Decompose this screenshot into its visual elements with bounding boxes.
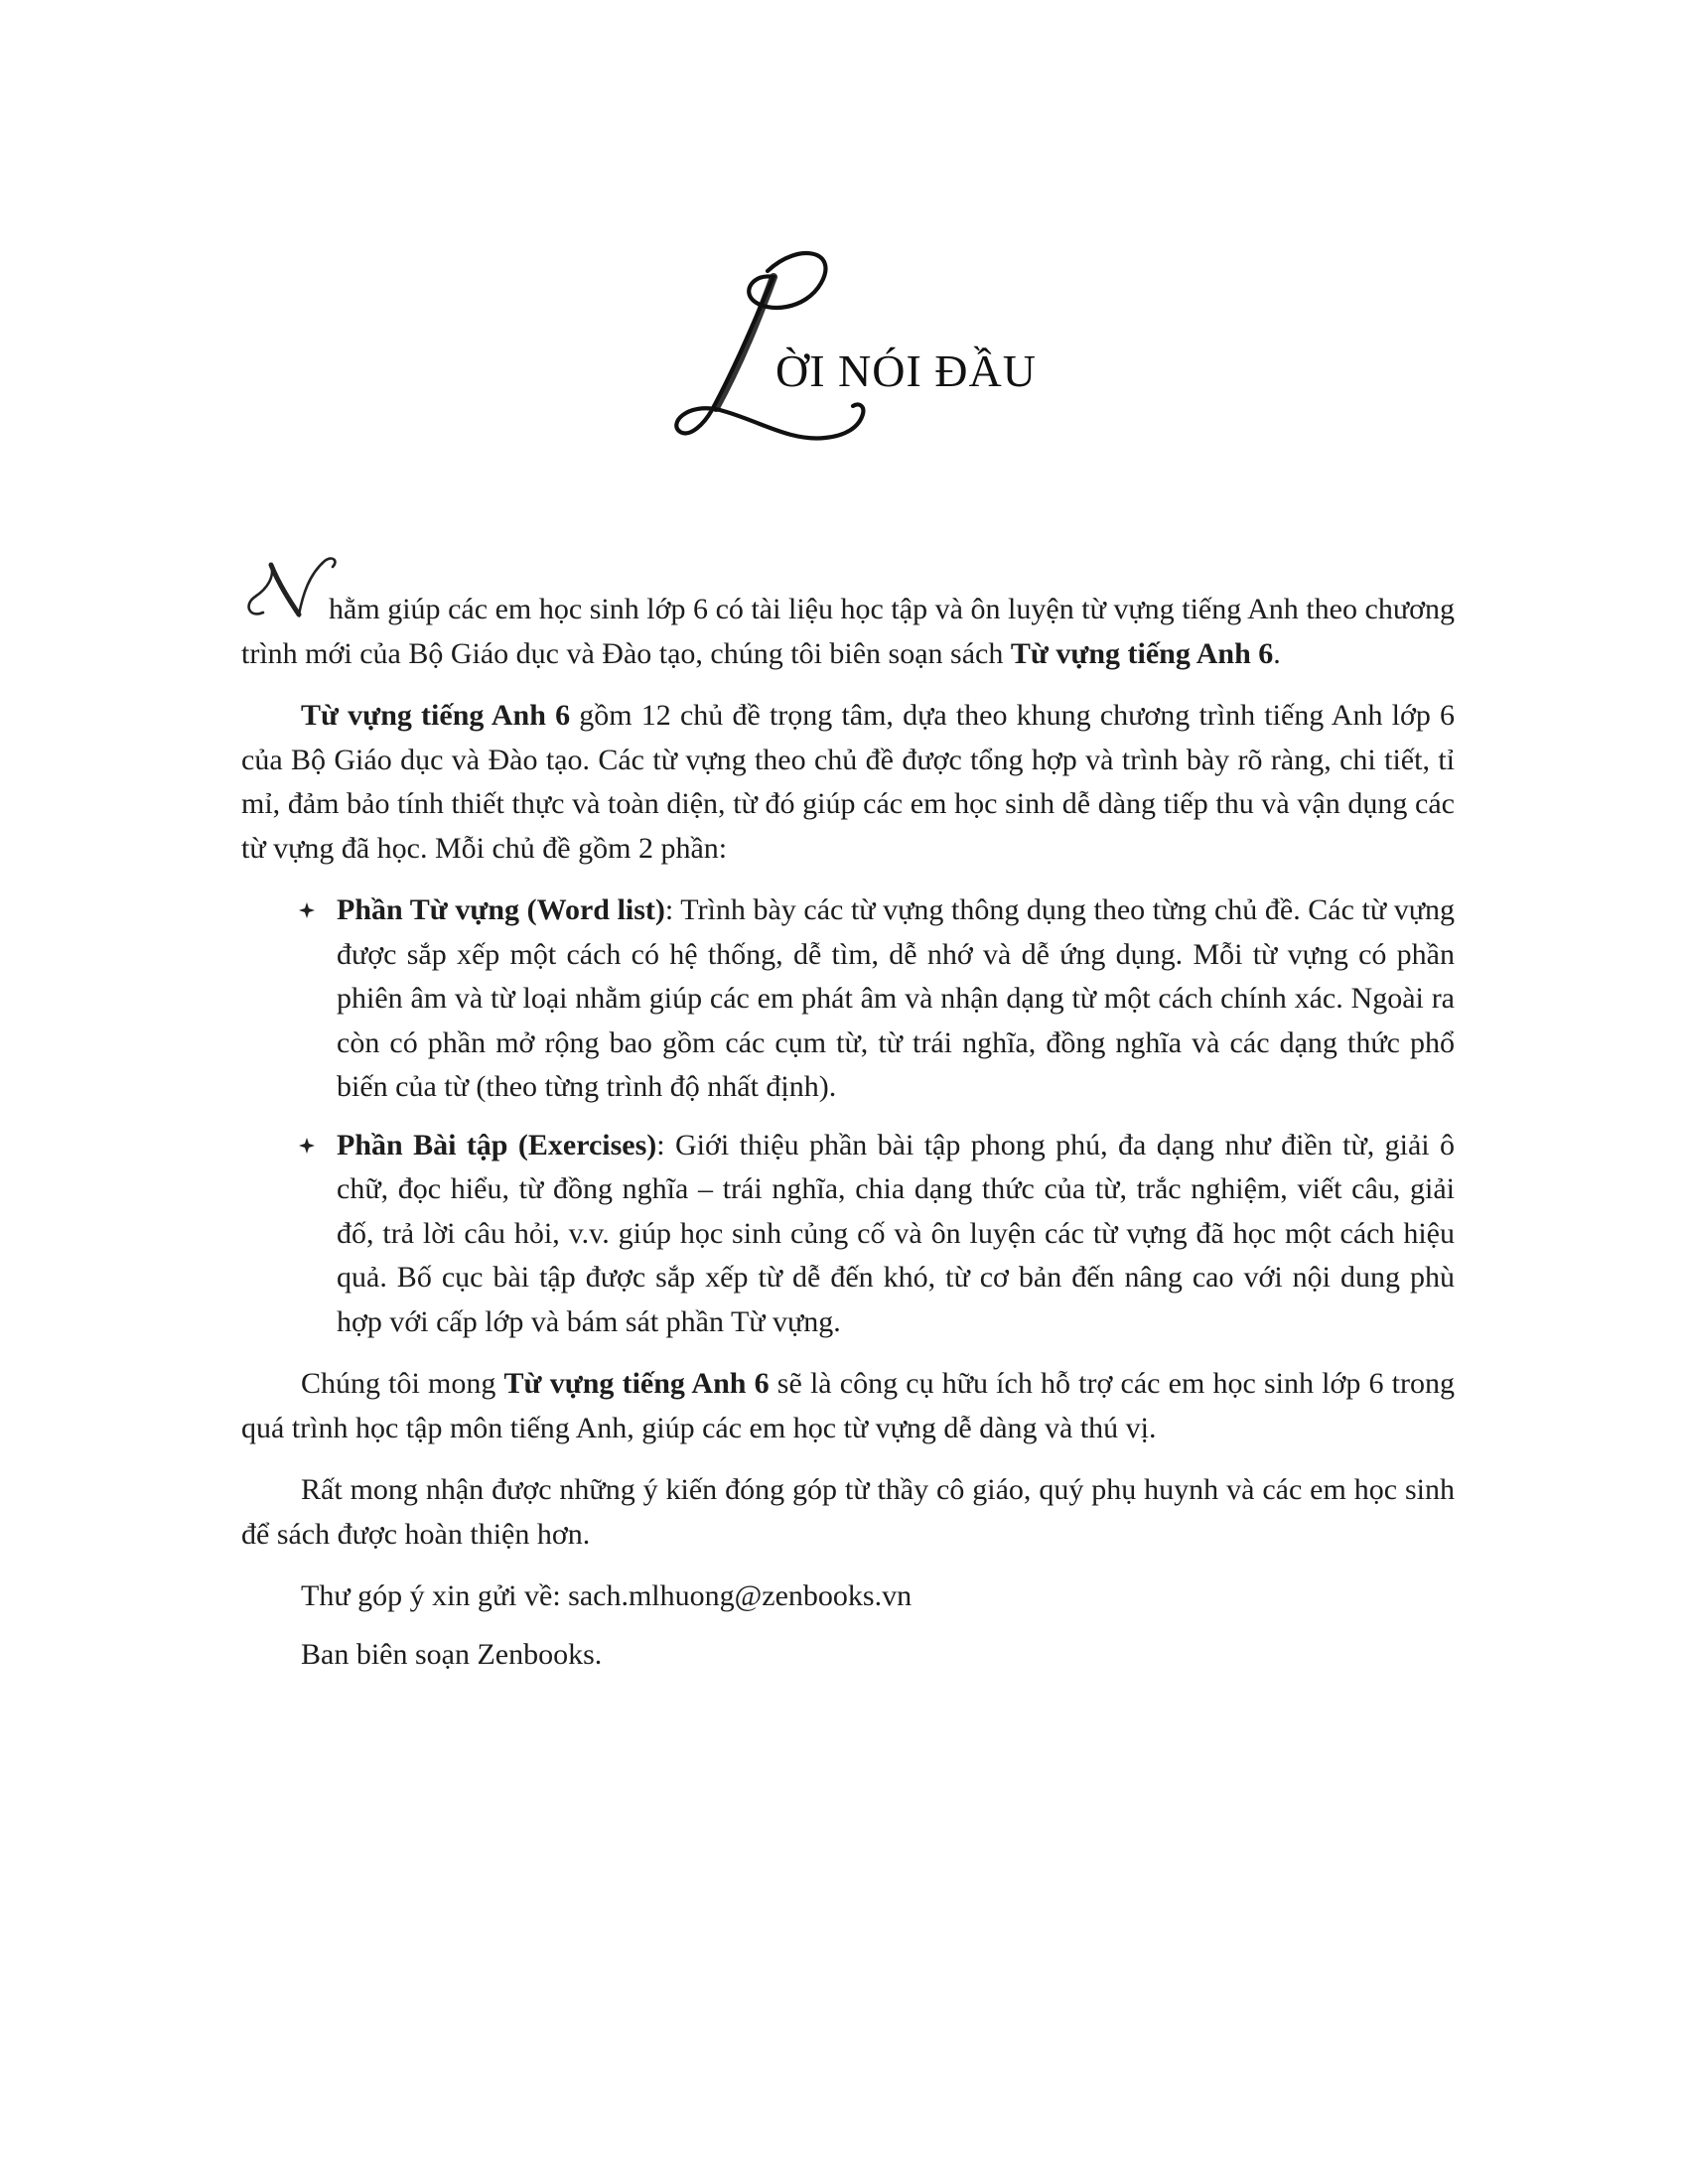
intro-text-end: . — [1273, 636, 1281, 670]
book-title: Từ vựng tiếng Anh 6 — [301, 699, 571, 732]
list-item-text: : Giới thiệu phần bài tập phong phú, đa dạng như điền từ, giải ô chữ, đọc hiểu, từ đồng nghĩa – trái nghĩa, chia dạng thức của từ, trắc nghiệm, viết câu, giải đố, trả lời câu hỏi, v.v. giúp học sinh củng cố và ôn luyện các từ vựng đã học một cách hiệu quả. Bố cục bài tập được sắp xếp từ dễ đến khó, từ cơ bản đến nâng cao với nội dung phù hợp với cấp lớp và bám sát phần Từ vựng. — [337, 1128, 1455, 1338]
list-item — [337, 888, 1455, 1110]
contact-line: Thư góp ý xin gửi về: sach.mlhuong@zenbooks.vn — [301, 1579, 913, 1612]
overview-paragraph — [241, 694, 1455, 871]
intro-initial-letter — [241, 581, 329, 624]
overview-text: gồm 12 chủ đề trọng tâm, dựa theo khung chương trình tiếng Anh lớp 6 của Bộ Giáo dục và Đào tạo. Các từ vựng theo chủ đề được tổng hợp và trình bày rõ ràng, chi tiết, tỉ mỉ, đảm bảo tính thiết thực và toàn diện, từ đó giúp các em học sinh dễ dàng tiếp thu và vận dụng các từ vựng đã học. Mỗi chủ đề gồm 2 phần: — [241, 699, 1456, 865]
feedback-paragraph: Rất mong nhận được những ý kiến đóng góp từ thầy cô giáo, quý phụ huynh và các em học sinh để sách được hoàn thiện hơn. — [241, 1473, 1455, 1551]
diamond-bullet-icon — [299, 902, 315, 918]
intro-paragraph — [241, 581, 1455, 676]
list-item-heading: Phần Bài tập (Exercises) — [337, 1128, 657, 1161]
signature-line: Ban biên soạn Zenbooks. — [301, 1637, 603, 1671]
list-item-heading: Phần Từ vựng (Word list) — [337, 893, 665, 926]
list-item-text: : Trình bày các từ vựng thông dụng theo từng chủ đề. Các từ vựng được sắp xếp một cách có hệ thống, dễ tìm, dễ nhớ và dễ ứng dụng. Mỗi từ vựng có phần phiên âm và từ loại nhằm giúp các em phát âm và nhận dạng từ một cách chính xác. Ngoài ra còn có phần mở rộng bao gồm các cụm từ, từ trái nghĩa, đồng nghĩa và các dạng thức phổ biến của từ (theo từng trình độ nhất định). — [337, 893, 1455, 1103]
list-item — [337, 1124, 1455, 1345]
intro-text-start: hằm giúp các em học sinh lớp 6 có tài liệu học tập và ôn luyện từ vựng tiếng Anh theo chương trình mới của Bộ Giáo dục và Đào tạo, chúng tôi biên soạn sách — [241, 593, 1455, 670]
hope-text-end: sẽ là công cụ hữu ích hỗ trợ các em học sinh lớp 6 trong quá trình học tập môn tiếng Anh, giúp các em học từ vựng dễ dàng và thú vị. — [241, 1367, 1455, 1444]
title-text: ỜI NÓI ĐẦU — [775, 345, 1037, 396]
book-title: Từ vựng tiếng Anh 6 — [503, 1367, 770, 1400]
hope-text-start: Chúng tôi mong — [301, 1367, 504, 1400]
diamond-bullet-icon — [299, 1138, 315, 1154]
preface-body — [241, 581, 1455, 1691]
book-title: Từ vựng tiếng Anh 6 — [1010, 636, 1274, 670]
page-title — [650, 243, 1127, 472]
hope-paragraph — [241, 1362, 1455, 1450]
sections-list — [241, 888, 1455, 1344]
